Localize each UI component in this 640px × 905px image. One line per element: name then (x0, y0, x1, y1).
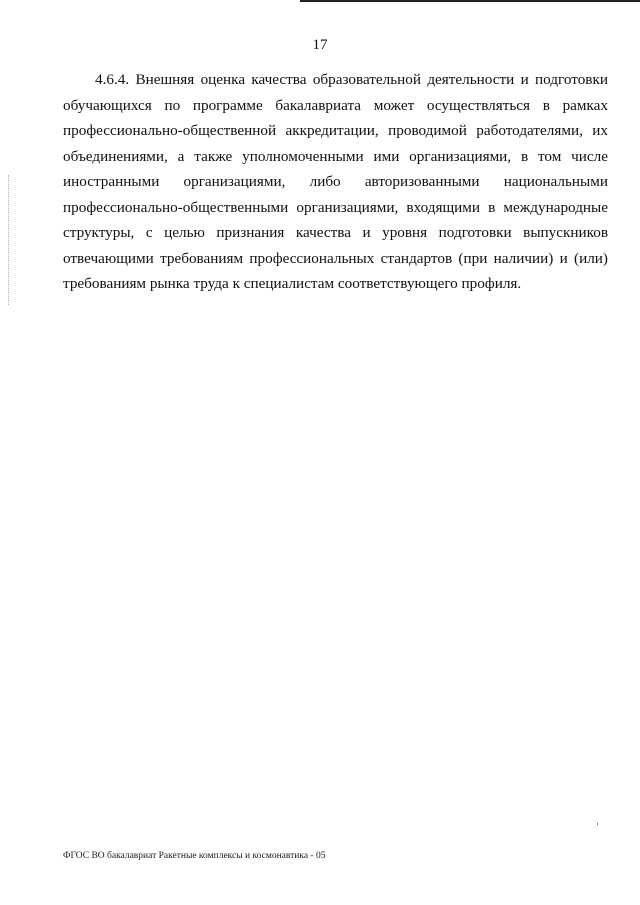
page-number: 17 (312, 37, 328, 53)
scan-top-rule (300, 0, 640, 2)
document-footer: ФГОС ВО бакалавриат Ракетные комплексы и космонавтика - 05 (63, 851, 326, 861)
scan-edge-marks (8, 175, 10, 305)
scan-speck (597, 822, 598, 826)
body-paragraph: 4.6.4. Внешняя оценка качества образовательной деятельности и подготовки обучающихся по программе бакалавриата может осуществляться в рамках профессионально-общественной аккредитации, проводимой работодателями, их объединениями, а также уполномоченными ими организациями, в том числе иностранными организациями, либо авторизованными национальными профессионально-общественными организациями, входящими в международные структуры, с целью признания качества и уровня подготовки выпускников отвечающими требованиям профессиональных стандартов (при наличии) и (или) требованиям рынка труда к специалистам соответствующего профиля. (63, 71, 608, 292)
